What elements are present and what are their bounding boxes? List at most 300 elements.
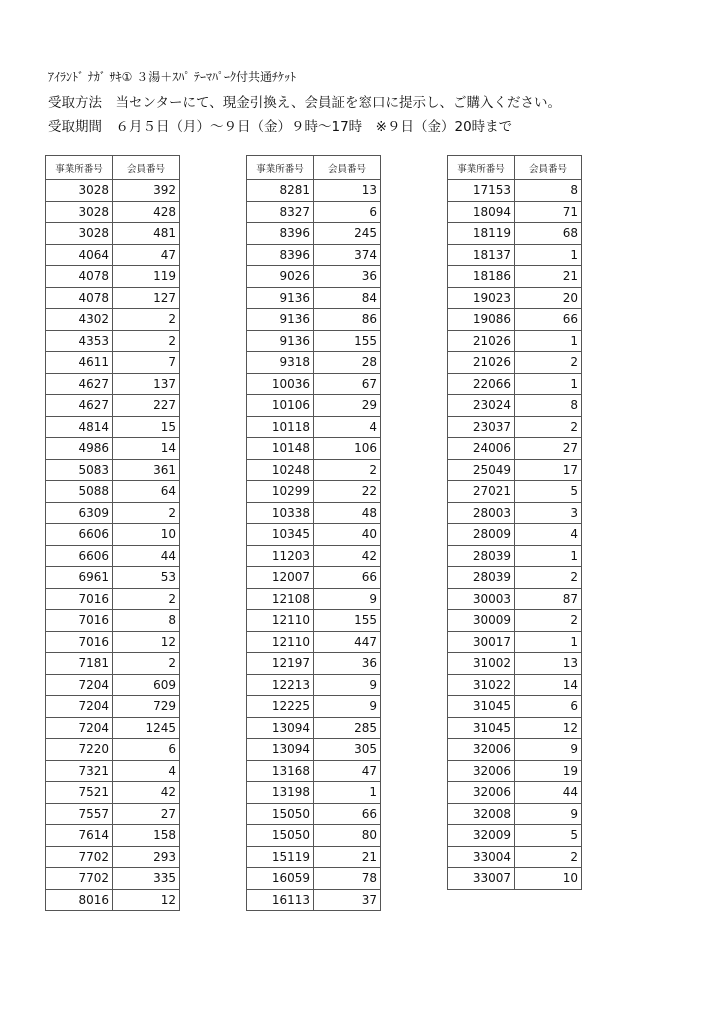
office-number-cell: 18137: [448, 244, 515, 266]
office-number-cell: 12225: [247, 696, 314, 718]
table-row: [448, 674, 582, 696]
member-number-cell: 7: [113, 352, 180, 374]
office-number-cell: 23037: [448, 416, 515, 438]
table-row: [247, 889, 381, 911]
member-table-1: [45, 155, 180, 911]
member-number-cell: 8: [515, 180, 582, 202]
office-number-cell: 13168: [247, 760, 314, 782]
member-number-cell: 119: [113, 266, 180, 288]
member-number-cell: 13: [515, 653, 582, 675]
table-row: [46, 610, 180, 632]
table-row: [448, 846, 582, 868]
office-number-cell: 31002: [448, 653, 515, 675]
document-title: ｱｲﾗﾝﾄﾞ ﾅｶﾞ ｻｷ① ３湯＋ｽﾊﾟ ﾃｰﾏﾊﾟｰｸ付共通ﾁｹｯﾄ: [48, 70, 297, 84]
table-row: [448, 287, 582, 309]
member-number-cell: 10: [515, 868, 582, 890]
member-number-cell: 285: [314, 717, 381, 739]
member-number-cell: 53: [113, 567, 180, 589]
table-row: [46, 330, 180, 352]
office-number-header: 事業所番号: [247, 156, 314, 180]
table-row: [46, 459, 180, 481]
member-number-cell: 227: [113, 395, 180, 417]
member-number-cell: 8: [113, 610, 180, 632]
office-number-cell: 4078: [46, 287, 113, 309]
table-row: [247, 352, 381, 374]
member-number-header: 会員番号: [113, 156, 180, 180]
office-number-cell: 15050: [247, 825, 314, 847]
table-header-row: [448, 156, 582, 180]
office-number-cell: 8016: [46, 889, 113, 911]
member-number-cell: 155: [314, 610, 381, 632]
table-row: [46, 846, 180, 868]
office-number-cell: 7204: [46, 717, 113, 739]
member-number-cell: 12: [113, 631, 180, 653]
member-number-cell: 2: [515, 610, 582, 632]
office-number-cell: 16113: [247, 889, 314, 911]
member-number-cell: 47: [113, 244, 180, 266]
table-row: [46, 266, 180, 288]
member-number-cell: 4: [314, 416, 381, 438]
office-number-cell: 7702: [46, 868, 113, 890]
member-number-cell: 1: [515, 631, 582, 653]
table-row: [46, 524, 180, 546]
table-row: [46, 416, 180, 438]
member-number-cell: 66: [314, 567, 381, 589]
pickup-period: 受取期間 ６月５日（月）～９日（金）９時～17時 ※９日（金）20時まで: [48, 119, 513, 135]
table-row: [46, 696, 180, 718]
table-row: [448, 631, 582, 653]
office-number-cell: 5083: [46, 459, 113, 481]
table-row: [247, 760, 381, 782]
member-number-cell: 48: [314, 502, 381, 524]
member-number-cell: 21: [314, 846, 381, 868]
member-number-cell: 42: [113, 782, 180, 804]
table-row: [46, 201, 180, 223]
office-number-cell: 8327: [247, 201, 314, 223]
office-number-cell: 9136: [247, 287, 314, 309]
office-number-cell: 9136: [247, 330, 314, 352]
member-number-cell: 66: [314, 803, 381, 825]
office-number-cell: 7204: [46, 696, 113, 718]
office-number-cell: 30009: [448, 610, 515, 632]
table-row: [46, 674, 180, 696]
member-number-cell: 9: [515, 739, 582, 761]
table-row: [448, 610, 582, 632]
office-number-cell: 13094: [247, 739, 314, 761]
office-number-cell: 4627: [46, 373, 113, 395]
table-row: [448, 782, 582, 804]
office-number-cell: 30017: [448, 631, 515, 653]
member-number-cell: 64: [113, 481, 180, 503]
office-number-cell: 10106: [247, 395, 314, 417]
member-number-cell: 481: [113, 223, 180, 245]
member-number-cell: 2: [314, 459, 381, 481]
table-row: [247, 825, 381, 847]
member-number-cell: 6: [515, 696, 582, 718]
member-number-cell: 2: [515, 416, 582, 438]
office-number-cell: 18119: [448, 223, 515, 245]
member-number-cell: 71: [515, 201, 582, 223]
member-number-cell: 2: [113, 330, 180, 352]
table-row: [247, 588, 381, 610]
member-number-cell: 17: [515, 459, 582, 481]
office-number-cell: 32006: [448, 782, 515, 804]
office-number-cell: 10338: [247, 502, 314, 524]
member-number-cell: 12: [515, 717, 582, 739]
member-number-cell: 374: [314, 244, 381, 266]
office-number-cell: 4078: [46, 266, 113, 288]
office-number-cell: 15119: [247, 846, 314, 868]
member-number-cell: 609: [113, 674, 180, 696]
office-number-cell: 7521: [46, 782, 113, 804]
table-row: [247, 868, 381, 890]
table-row: [46, 803, 180, 825]
member-number-cell: 37: [314, 889, 381, 911]
table-row: [46, 868, 180, 890]
table-row: [46, 502, 180, 524]
table-row: [247, 653, 381, 675]
table-row: [247, 610, 381, 632]
office-number-cell: 28009: [448, 524, 515, 546]
office-number-cell: 32008: [448, 803, 515, 825]
table-row: [247, 201, 381, 223]
member-number-cell: 14: [515, 674, 582, 696]
table-row: [448, 653, 582, 675]
member-number-cell: 3: [515, 502, 582, 524]
office-number-cell: 13198: [247, 782, 314, 804]
table-row: [448, 502, 582, 524]
office-number-cell: 19023: [448, 287, 515, 309]
member-number-cell: 12: [113, 889, 180, 911]
member-number-header: 会員番号: [515, 156, 582, 180]
table-row: [448, 760, 582, 782]
office-number-cell: 12213: [247, 674, 314, 696]
table-row: [448, 416, 582, 438]
member-number-cell: 4: [515, 524, 582, 546]
member-number-cell: 13: [314, 180, 381, 202]
member-number-cell: 36: [314, 266, 381, 288]
office-number-cell: 31045: [448, 717, 515, 739]
table-row: [448, 545, 582, 567]
table-row: [448, 717, 582, 739]
office-number-cell: 10345: [247, 524, 314, 546]
office-number-cell: 8281: [247, 180, 314, 202]
member-number-cell: 729: [113, 696, 180, 718]
member-number-cell: 392: [113, 180, 180, 202]
member-number-cell: 84: [314, 287, 381, 309]
member-number-cell: 245: [314, 223, 381, 245]
member-number-cell: 1: [515, 373, 582, 395]
table-row: [448, 825, 582, 847]
office-number-cell: 24006: [448, 438, 515, 460]
office-number-cell: 5088: [46, 481, 113, 503]
office-number-cell: 3028: [46, 201, 113, 223]
table-row: [46, 223, 180, 245]
member-number-cell: 67: [314, 373, 381, 395]
office-number-cell: 15050: [247, 803, 314, 825]
table-row: [247, 459, 381, 481]
table-row: [247, 373, 381, 395]
office-number-cell: 8396: [247, 244, 314, 266]
office-number-cell: 4353: [46, 330, 113, 352]
office-number-cell: 7016: [46, 631, 113, 653]
office-number-cell: 33007: [448, 868, 515, 890]
office-number-cell: 6961: [46, 567, 113, 589]
office-number-cell: 10299: [247, 481, 314, 503]
table-row: [247, 309, 381, 331]
table-row: [247, 846, 381, 868]
table-row: [46, 760, 180, 782]
office-number-cell: 21026: [448, 352, 515, 374]
member-number-cell: 21: [515, 266, 582, 288]
office-number-cell: 10118: [247, 416, 314, 438]
table-row: [46, 631, 180, 653]
office-number-cell: 6606: [46, 524, 113, 546]
table-row: [448, 330, 582, 352]
member-number-cell: 44: [515, 782, 582, 804]
office-number-cell: 7702: [46, 846, 113, 868]
member-number-cell: 19: [515, 760, 582, 782]
office-number-cell: 3028: [46, 223, 113, 245]
table-row: [247, 803, 381, 825]
table-row: [448, 588, 582, 610]
table-row: [448, 696, 582, 718]
table-row: [448, 352, 582, 374]
office-number-cell: 7557: [46, 803, 113, 825]
member-number-cell: 6: [314, 201, 381, 223]
office-number-cell: 12110: [247, 631, 314, 653]
member-number-cell: 2: [113, 588, 180, 610]
table-header-row: [46, 156, 180, 180]
table-row: [448, 395, 582, 417]
member-number-cell: 87: [515, 588, 582, 610]
office-number-cell: 7204: [46, 674, 113, 696]
table-row: [448, 223, 582, 245]
office-number-cell: 32006: [448, 739, 515, 761]
office-number-cell: 3028: [46, 180, 113, 202]
member-number-cell: 44: [113, 545, 180, 567]
table-row: [247, 696, 381, 718]
office-number-cell: 12108: [247, 588, 314, 610]
office-number-cell: 8396: [247, 223, 314, 245]
table-row: [46, 545, 180, 567]
table-row: [247, 416, 381, 438]
member-number-cell: 361: [113, 459, 180, 481]
office-number-cell: 4986: [46, 438, 113, 460]
office-number-cell: 33004: [448, 846, 515, 868]
table-row: [448, 373, 582, 395]
office-number-cell: 7614: [46, 825, 113, 847]
office-number-cell: 18186: [448, 266, 515, 288]
member-number-cell: 428: [113, 201, 180, 223]
office-number-cell: 9318: [247, 352, 314, 374]
office-number-cell: 10148: [247, 438, 314, 460]
office-number-cell: 7220: [46, 739, 113, 761]
table-row: [448, 309, 582, 331]
pickup-method: 受取方法 当センターにて、現金引換え、会員証を窓口に提示し、ご購入ください。: [48, 95, 561, 111]
member-number-cell: 47: [314, 760, 381, 782]
member-number-cell: 28: [314, 352, 381, 374]
table-row: [46, 309, 180, 331]
office-number-header: 事業所番号: [448, 156, 515, 180]
office-number-cell: 7016: [46, 610, 113, 632]
office-number-cell: 9026: [247, 266, 314, 288]
table-row: [46, 287, 180, 309]
table-row: [448, 201, 582, 223]
office-number-cell: 7321: [46, 760, 113, 782]
member-number-cell: 447: [314, 631, 381, 653]
office-number-cell: 13094: [247, 717, 314, 739]
table-row: [247, 502, 381, 524]
office-number-cell: 4302: [46, 309, 113, 331]
member-number-cell: 27: [515, 438, 582, 460]
office-number-cell: 25049: [448, 459, 515, 481]
table-row: [448, 180, 582, 202]
member-number-cell: 5: [515, 825, 582, 847]
office-number-cell: 28003: [448, 502, 515, 524]
office-number-cell: 12197: [247, 653, 314, 675]
office-number-cell: 31022: [448, 674, 515, 696]
member-number-cell: 9: [314, 588, 381, 610]
office-number-header: 事業所番号: [46, 156, 113, 180]
member-number-cell: 15: [113, 416, 180, 438]
office-number-cell: 6309: [46, 502, 113, 524]
office-number-cell: 12007: [247, 567, 314, 589]
office-number-cell: 10248: [247, 459, 314, 481]
office-number-cell: 17153: [448, 180, 515, 202]
member-number-cell: 127: [113, 287, 180, 309]
office-number-cell: 21026: [448, 330, 515, 352]
member-number-cell: 68: [515, 223, 582, 245]
member-table-3: [447, 155, 582, 890]
member-number-cell: 8: [515, 395, 582, 417]
table-row: [46, 717, 180, 739]
member-number-cell: 29: [314, 395, 381, 417]
member-number-cell: 10: [113, 524, 180, 546]
office-number-cell: 28039: [448, 545, 515, 567]
table-row: [46, 782, 180, 804]
office-number-cell: 31045: [448, 696, 515, 718]
table-row: [247, 524, 381, 546]
office-number-cell: 22066: [448, 373, 515, 395]
table-row: [247, 244, 381, 266]
member-number-cell: 9: [314, 696, 381, 718]
member-number-cell: 1: [314, 782, 381, 804]
member-number-cell: 1: [515, 330, 582, 352]
table-row: [46, 739, 180, 761]
office-number-cell: 4611: [46, 352, 113, 374]
member-number-cell: 9: [515, 803, 582, 825]
member-number-cell: 2: [113, 309, 180, 331]
member-number-cell: 1: [515, 244, 582, 266]
member-number-cell: 86: [314, 309, 381, 331]
table-row: [448, 244, 582, 266]
table-row: [448, 803, 582, 825]
office-number-cell: 32006: [448, 760, 515, 782]
table-row: [448, 524, 582, 546]
office-number-cell: 32009: [448, 825, 515, 847]
table-row: [46, 653, 180, 675]
table-row: [247, 395, 381, 417]
member-number-cell: 137: [113, 373, 180, 395]
member-number-cell: 2: [515, 352, 582, 374]
member-number-cell: 158: [113, 825, 180, 847]
table-row: [46, 352, 180, 374]
member-number-cell: 40: [314, 524, 381, 546]
member-number-cell: 2: [515, 567, 582, 589]
office-number-cell: 23024: [448, 395, 515, 417]
table-row: [247, 631, 381, 653]
table-row: [46, 180, 180, 202]
office-number-cell: 19086: [448, 309, 515, 331]
member-number-cell: 335: [113, 868, 180, 890]
office-number-cell: 28039: [448, 567, 515, 589]
table-row: [448, 868, 582, 890]
member-number-cell: 293: [113, 846, 180, 868]
office-number-cell: 16059: [247, 868, 314, 890]
member-number-cell: 5: [515, 481, 582, 503]
member-number-cell: 1: [515, 545, 582, 567]
table-row: [448, 481, 582, 503]
table-row: [247, 567, 381, 589]
member-number-cell: 27: [113, 803, 180, 825]
member-number-cell: 42: [314, 545, 381, 567]
member-number-cell: 2: [113, 653, 180, 675]
member-number-cell: 155: [314, 330, 381, 352]
office-number-cell: 11203: [247, 545, 314, 567]
member-number-cell: 1245: [113, 717, 180, 739]
office-number-cell: 10036: [247, 373, 314, 395]
table-row: [46, 825, 180, 847]
office-number-cell: 6606: [46, 545, 113, 567]
member-number-cell: 2: [515, 846, 582, 868]
member-number-cell: 4: [113, 760, 180, 782]
table-row: [247, 330, 381, 352]
office-number-cell: 12110: [247, 610, 314, 632]
office-number-cell: 9136: [247, 309, 314, 331]
table-row: [247, 739, 381, 761]
office-number-cell: 30003: [448, 588, 515, 610]
office-number-cell: 27021: [448, 481, 515, 503]
office-number-cell: 18094: [448, 201, 515, 223]
table-row: [247, 223, 381, 245]
member-number-cell: 9: [314, 674, 381, 696]
table-row: [247, 674, 381, 696]
member-number-cell: 14: [113, 438, 180, 460]
office-number-cell: 4064: [46, 244, 113, 266]
member-number-header: 会員番号: [314, 156, 381, 180]
member-number-cell: 78: [314, 868, 381, 890]
table-row: [448, 459, 582, 481]
table-row: [448, 567, 582, 589]
member-number-cell: 2: [113, 502, 180, 524]
table-row: [46, 481, 180, 503]
table-row: [46, 588, 180, 610]
member-number-cell: 20: [515, 287, 582, 309]
member-table-2: [246, 155, 381, 911]
table-row: [247, 287, 381, 309]
member-number-cell: 305: [314, 739, 381, 761]
table-row: [46, 373, 180, 395]
table-row: [46, 567, 180, 589]
table-row: [247, 266, 381, 288]
table-row: [247, 782, 381, 804]
table-row: [448, 266, 582, 288]
office-number-cell: 7181: [46, 653, 113, 675]
table-row: [247, 180, 381, 202]
table-row: [448, 438, 582, 460]
member-number-cell: 22: [314, 481, 381, 503]
